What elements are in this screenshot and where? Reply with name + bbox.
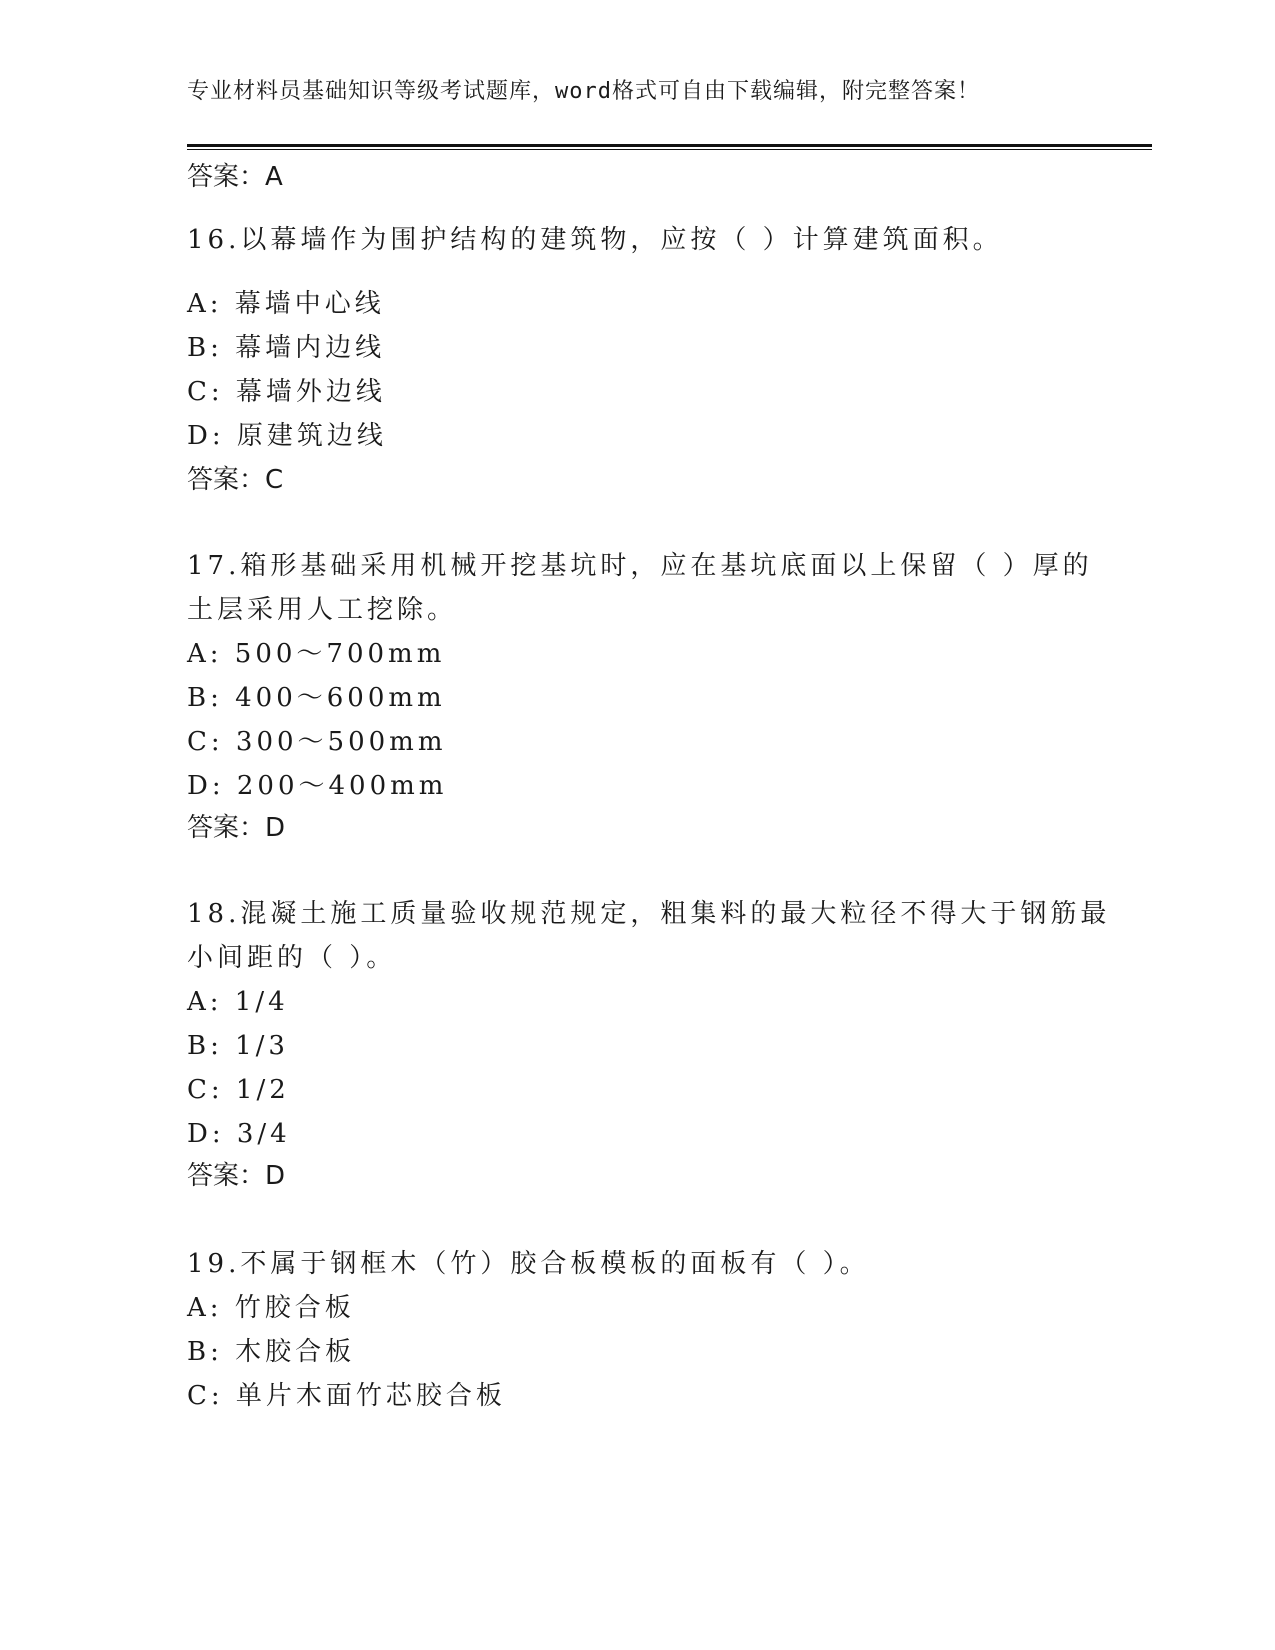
page-header: 专业材料员基础知识等级考试题库，word格式可自由下载编辑，附完整答案！: [187, 79, 980, 104]
question-19-stem: 19.不属于钢框木（竹）胶合板模板的面板有（ ）。: [187, 1249, 870, 1279]
question-17-option-a: A: 500～700mm: [187, 639, 446, 669]
answer-value: D: [265, 813, 286, 843]
question-18-option-c: C: 1/2: [187, 1075, 290, 1105]
question-16-option-c: C: 幕墙外边线: [187, 377, 386, 407]
answer-prev: [187, 161, 283, 193]
question-19-option-a: A: 竹胶合板: [187, 1293, 355, 1323]
question-16-answer: [187, 464, 283, 496]
answer-label: 答案：: [187, 1161, 266, 1191]
question-19-option-b: B: 木胶合板: [187, 1337, 356, 1367]
question-17-option-c: C: 300～500mm: [187, 727, 447, 757]
question-18-option-d: D: 3/4: [187, 1119, 291, 1149]
question-18-stem-line2: 小间距的（ ）。: [187, 943, 397, 973]
answer-label: 答案：: [187, 465, 266, 495]
answer-value: A: [265, 162, 283, 192]
question-18-option-a: A: 1/4: [187, 987, 289, 1017]
question-19-option-c: C: 单片木面竹芯胶合板: [187, 1381, 506, 1411]
question-16-option-a: A: 幕墙中心线: [187, 289, 385, 319]
question-17-option-d: D: 200～400mm: [187, 771, 448, 801]
answer-label: 答案：: [187, 162, 266, 192]
question-17-option-b: B: 400～600mm: [187, 683, 446, 713]
answer-value: C: [265, 465, 284, 495]
header-rule-thin: [187, 149, 1152, 150]
question-16-stem: 16.以幕墙作为围护结构的建筑物，应按（ ）计算建筑面积。: [187, 225, 1003, 255]
question-17-stem-line2: 土层采用人工挖除。: [187, 595, 458, 625]
header-rule-thick: [187, 144, 1152, 147]
question-17-stem-line1: 17.箱形基础采用机械开挖基坑时，应在基坑底面以上保留（ ）厚的: [187, 551, 1093, 581]
answer-value: D: [265, 1161, 286, 1191]
question-17-answer: [187, 812, 285, 844]
answer-label: 答案：: [187, 813, 266, 843]
question-16-option-b: B: 幕墙内边线: [187, 333, 386, 363]
question-18-stem-line1: 18.混凝土施工质量验收规范规定，粗集料的最大粒径不得大于钢筋最: [187, 899, 1111, 929]
question-18-answer: [187, 1160, 285, 1192]
question-18-option-b: B: 1/3: [187, 1031, 289, 1061]
question-16-option-d: D: 原建筑边线: [187, 421, 387, 451]
